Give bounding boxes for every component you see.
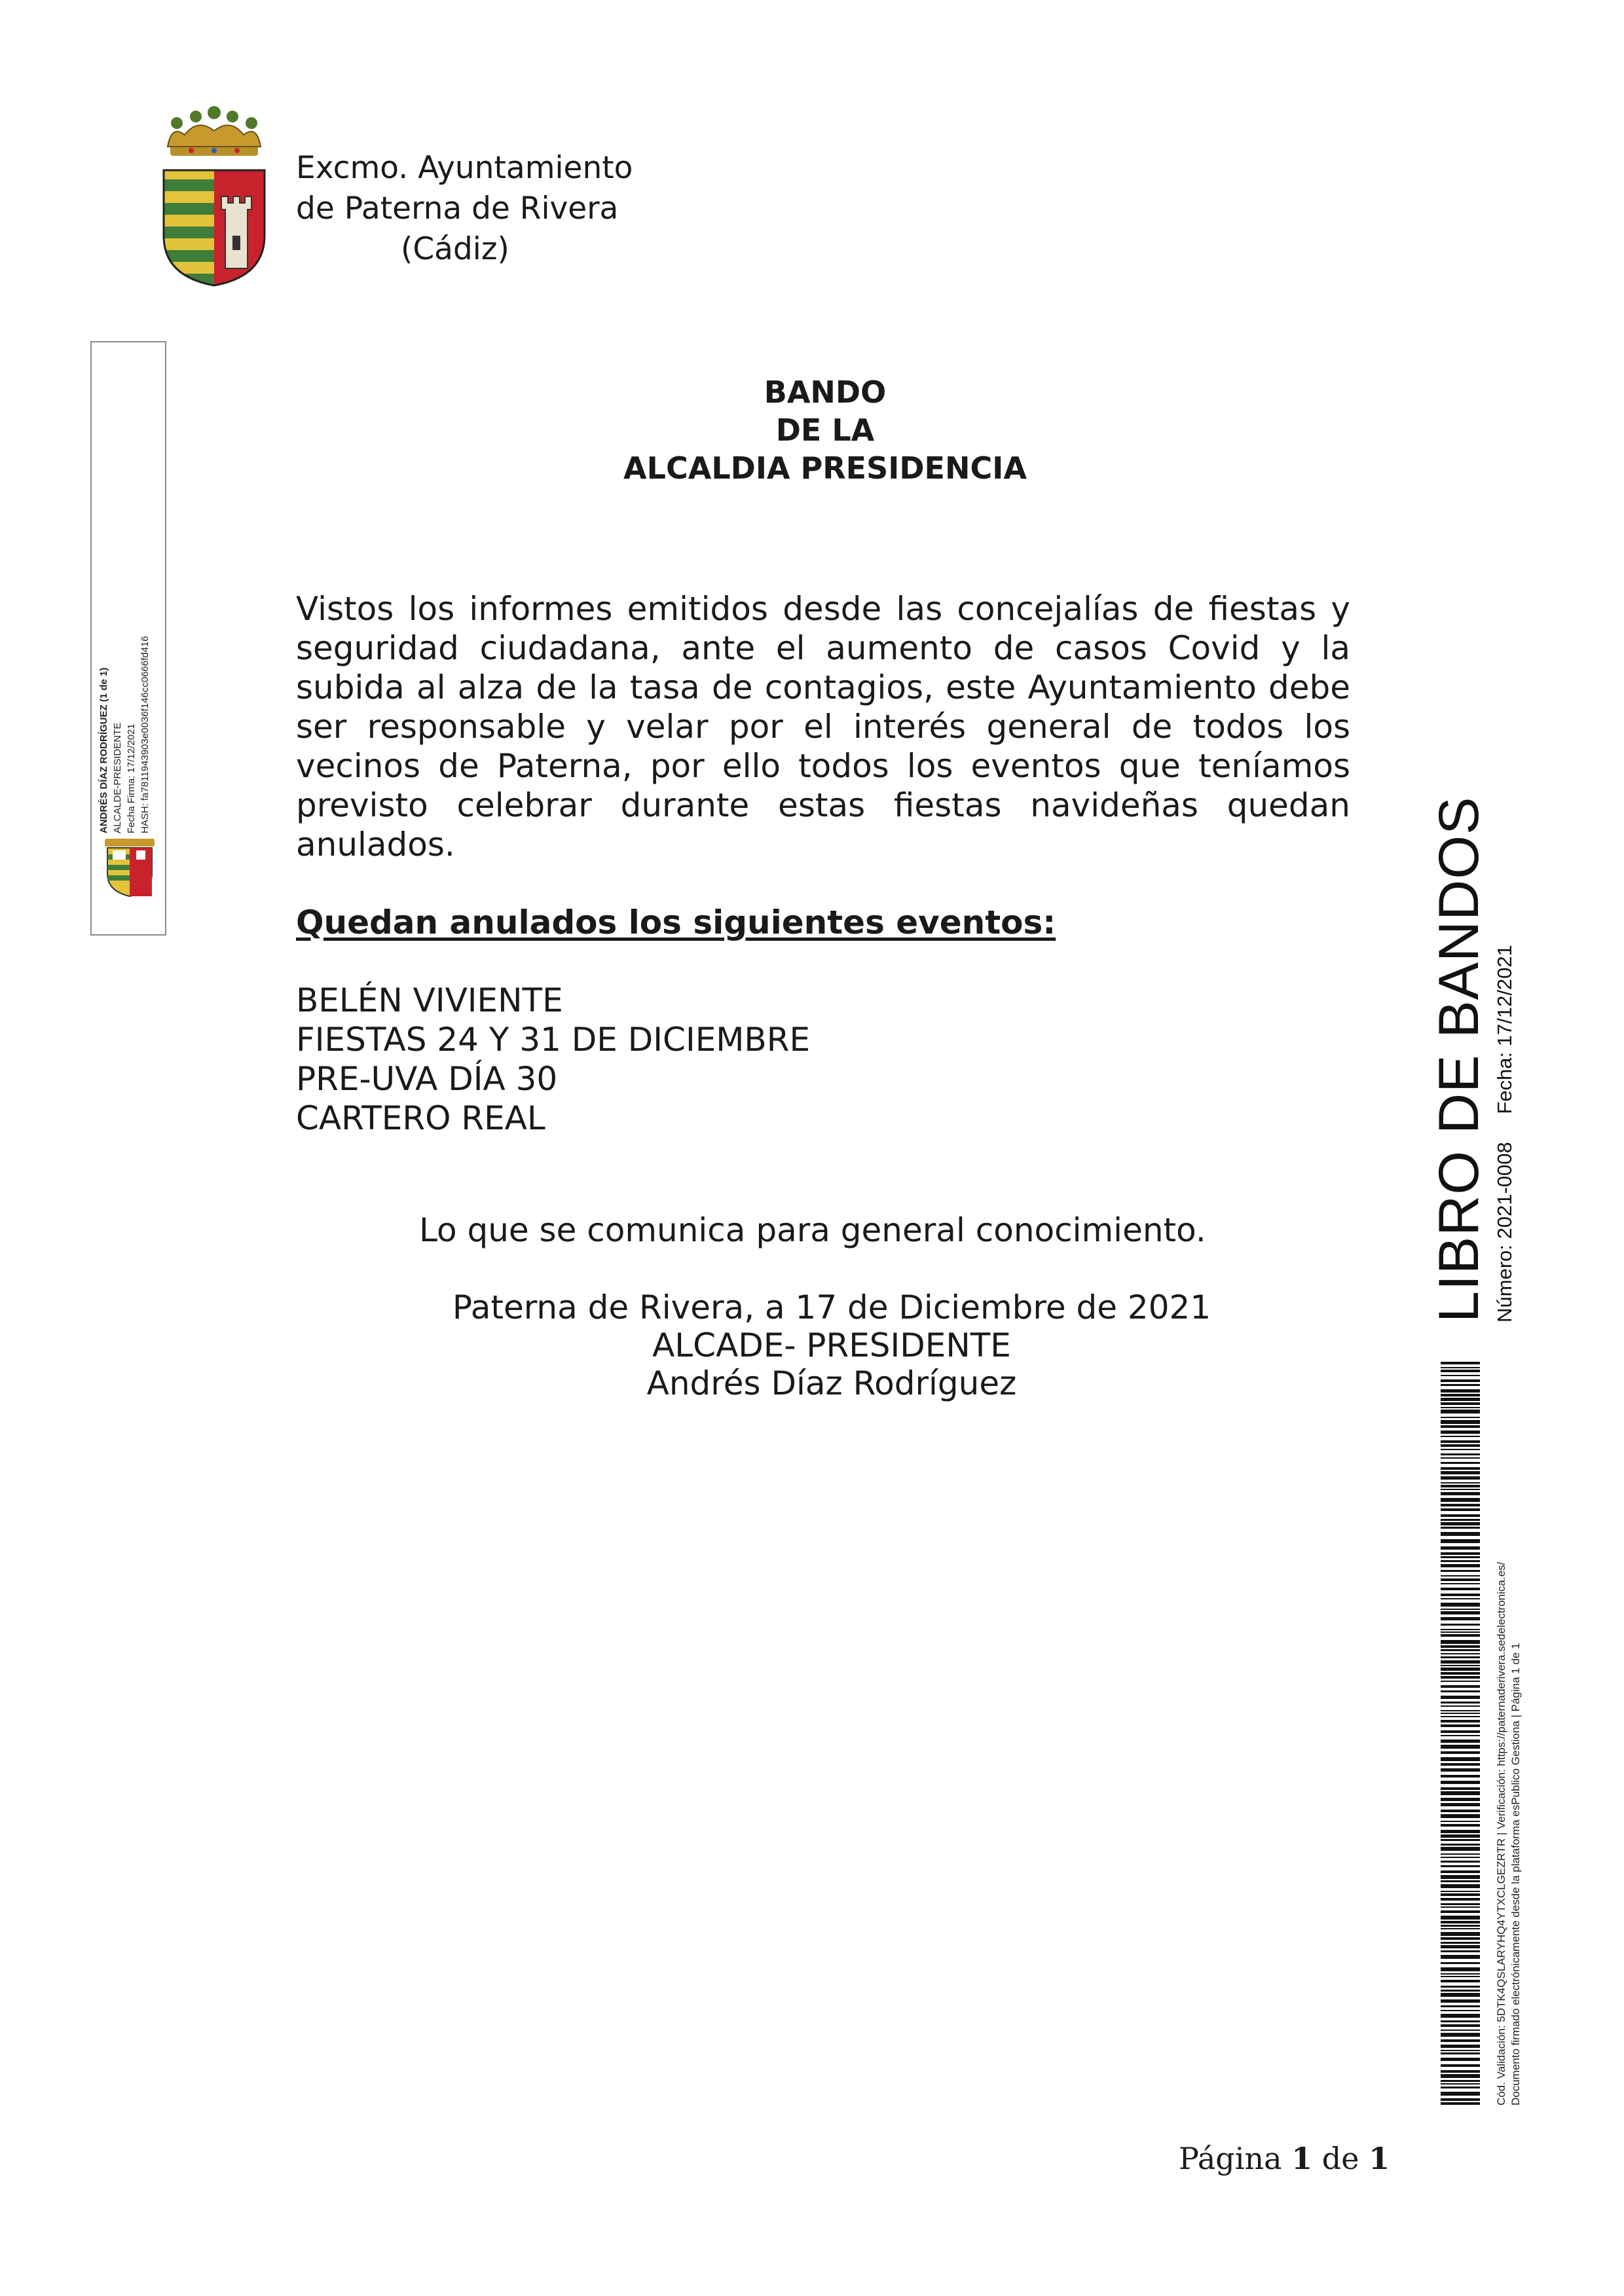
document-title	[576, 373, 1074, 487]
barcode-bar	[1441, 1514, 1480, 1517]
barcode-bar	[1441, 1560, 1480, 1562]
barcode-bar	[1441, 1976, 1480, 1977]
barcode-bar	[1441, 2080, 1480, 2082]
signature-panel	[90, 341, 166, 936]
barcode-bar	[1441, 1609, 1480, 1610]
barcode-bar	[1441, 1631, 1480, 1633]
signature-text	[97, 636, 152, 833]
barcode-bar	[1441, 1916, 1480, 1920]
barcode-bar	[1441, 1398, 1480, 1401]
barcode-bar	[1441, 1457, 1480, 1459]
barcode-bar	[1441, 1720, 1480, 1722]
barcode-bar	[1441, 1653, 1480, 1654]
barcode-bar	[1441, 2098, 1480, 2101]
barcode-bar	[1441, 1898, 1480, 1901]
barcode-bar	[1441, 2064, 1480, 2067]
barcode-bar	[1441, 1617, 1480, 1620]
barcode-bar	[1441, 2050, 1480, 2051]
barcode-bar	[1441, 1690, 1480, 1692]
org-line-1: Excmo. Ayuntamiento	[296, 150, 633, 186]
barcode-bar	[1441, 1803, 1480, 1806]
barcode-bar	[1441, 1367, 1480, 1368]
barcode-bar	[1441, 1425, 1480, 1428]
barcode-bar	[1441, 1910, 1480, 1913]
barcode-bar	[1441, 1685, 1480, 1688]
barcode-bar	[1441, 1847, 1480, 1851]
register-meta	[1493, 890, 1517, 1322]
barcode-bar	[1441, 2039, 1480, 2042]
barcode-bar	[1441, 1611, 1480, 1614]
signer-name: ANDRÉS DÍAZ RODRÍGUEZ (1 de 1)	[98, 667, 109, 833]
barcode-bar	[1441, 1665, 1480, 1666]
barcode-bar	[1441, 1724, 1480, 1727]
barcode-bar	[1441, 1710, 1480, 1711]
barcode-bar	[1441, 1768, 1480, 1772]
barcode-bar	[1441, 1921, 1480, 1923]
barcode-bar	[1441, 1973, 1480, 1975]
barcode-bar	[1441, 2083, 1480, 2085]
barcode-bar	[1441, 1489, 1480, 1490]
barcode-bar	[1441, 2010, 1480, 2011]
barcode-bar	[1441, 1676, 1480, 1679]
barcode-bar	[1441, 1407, 1480, 1408]
barcode-bar	[1441, 2033, 1480, 2037]
barcode-bar	[1441, 1791, 1480, 1795]
municipal-crest	[158, 105, 270, 288]
event-item: FIESTAS 24 Y 31 DE DICIEMBRE	[296, 1021, 811, 1059]
barcode-bar	[1441, 1945, 1480, 1948]
barcode-bar	[1441, 1740, 1480, 1743]
barcode-bar	[1441, 1375, 1480, 1376]
barcode-bar	[1441, 1440, 1480, 1443]
register-number: Número: 2021-0008	[1493, 1142, 1516, 1322]
barcode-bar	[1441, 1667, 1480, 1671]
signer-full-name: Andrés Díaz Rodríguez	[646, 1364, 1017, 1402]
barcode-bar	[1441, 1624, 1480, 1626]
barcode-bar	[1441, 1716, 1480, 1717]
barcode-bar	[1441, 1546, 1480, 1550]
barcode-bar	[1441, 1394, 1480, 1396]
barcode-bar	[1441, 1420, 1480, 1424]
barcode-bar	[1441, 1539, 1480, 1543]
org-line-3: (Cádiz)	[401, 231, 509, 267]
barcode-bar	[1441, 1519, 1480, 1521]
communique-line: Lo que se comunica para general conocimiento.	[419, 1211, 1206, 1249]
barcode-bar	[1441, 1583, 1480, 1584]
barcode-bar	[1441, 1713, 1480, 1714]
barcode-bar	[1441, 2014, 1480, 2018]
barcode-bar	[1441, 1578, 1480, 1581]
org-line-2: de Paterna de Rivera	[296, 191, 619, 227]
barcode-bar	[1441, 1564, 1480, 1567]
page-current: 1	[1291, 2141, 1313, 2176]
event-item: BELÉN VIVIENTE	[296, 981, 563, 1019]
barcode-bar	[1441, 1990, 1480, 1992]
barcode-bar	[1441, 1751, 1480, 1754]
barcode-bar	[1441, 1925, 1480, 1927]
barcode-bar	[1441, 1462, 1480, 1464]
barcode-bar	[1441, 1844, 1480, 1846]
barcode-bar	[1441, 1857, 1480, 1858]
barcode-bar	[1441, 1702, 1480, 1704]
barcode-bar	[1441, 1967, 1480, 1971]
barcode-bar	[1441, 1870, 1480, 1873]
barcode-bar	[1441, 1980, 1480, 1982]
barcode-bar	[1441, 1696, 1480, 1699]
barcode-bar	[1441, 1787, 1480, 1790]
page-word: Página	[1179, 2141, 1282, 2176]
barcode-bar	[1441, 1660, 1480, 1664]
barcode-bar	[1441, 1552, 1480, 1555]
barcode-bar	[1441, 1588, 1480, 1590]
barcode-bar	[1441, 1575, 1480, 1576]
title-line-3: ALCALDIA PRESIDENCIA	[623, 450, 1027, 486]
verification-text	[1494, 1562, 1523, 2105]
barcode-bar	[1441, 1853, 1480, 1855]
barcode-bar	[1441, 1798, 1480, 1801]
barcode-bar	[1441, 2058, 1480, 2061]
page-of: de	[1321, 2141, 1359, 2176]
barcode-bar	[1441, 1824, 1480, 1827]
organization-header	[296, 148, 633, 270]
events-list	[296, 981, 810, 1138]
barcode-bar	[1441, 1672, 1480, 1675]
title-line-1: BANDO	[764, 374, 887, 410]
events-heading: Quedan anulados los siguientes eventos:	[296, 903, 1056, 941]
barcode-bar	[1441, 1471, 1480, 1474]
barcode-bar	[1441, 1745, 1480, 1749]
barcode-bar	[1441, 1640, 1480, 1644]
barcode-bar	[1441, 1932, 1480, 1936]
barcode-bar	[1441, 1594, 1480, 1596]
barcode-bar	[1441, 1775, 1480, 1777]
barcode-bar	[1441, 1763, 1480, 1766]
barcode-bar	[1441, 1735, 1480, 1736]
signature-hash: HASH: fa7811943903e0036f146cc0666fd416	[139, 636, 151, 833]
barcode-bar	[1441, 2005, 1480, 2007]
barcode-bar	[1441, 1884, 1480, 1888]
barcode-bar	[1441, 1449, 1480, 1450]
register-book: LIBRO DE BANDOS	[1428, 796, 1490, 1322]
validation-barcode	[1441, 1362, 1480, 2108]
barcode-bar	[1441, 1937, 1480, 1940]
verification-line-2: Documento firmado electrónicamente desde la plataforma esPublico Gestiona | Página 1 de 1	[1509, 1643, 1522, 2105]
barcode-bar	[1441, 1861, 1480, 1863]
barcode-bar	[1441, 2092, 1480, 2096]
event-item: PRE-UVA DÍA 30	[296, 1060, 558, 1098]
barcode-bar	[1441, 1645, 1480, 1648]
barcode-bar	[1441, 1950, 1480, 1952]
signer-title: ALCADE- PRESIDENTE	[652, 1326, 1011, 1364]
barcode-bar	[1441, 1730, 1480, 1733]
barcode-bar	[1441, 1370, 1480, 1372]
barcode-bar	[1441, 1705, 1480, 1707]
barcode-bar	[1441, 1453, 1480, 1455]
barcode-bar	[1441, 2020, 1480, 2022]
barcode-bar	[1441, 1955, 1480, 1959]
barcode-bar	[1441, 2045, 1480, 2048]
barcode-bar	[1441, 1903, 1480, 1905]
barcode-bar	[1441, 2086, 1480, 2088]
barcode-bar	[1441, 1532, 1480, 1536]
barcode-bar	[1441, 1830, 1480, 1833]
barcode-bar	[1441, 1570, 1480, 1572]
register-stamp	[1428, 796, 1517, 1322]
barcode-bar	[1441, 1986, 1480, 1988]
register-date: Fecha: 17/12/2021	[1493, 945, 1516, 1114]
barcode-bar	[1441, 1436, 1480, 1437]
barcode-bar	[1441, 2030, 1480, 2031]
barcode-bar	[1441, 1634, 1480, 1637]
page-number	[1179, 2141, 1390, 2176]
barcode-bar	[1441, 1757, 1480, 1761]
barcode-bar	[1441, 1417, 1480, 1418]
barcode-bar	[1441, 1384, 1480, 1386]
barcode-bar	[1441, 1603, 1480, 1607]
barcode-bar	[1441, 1814, 1480, 1818]
barcode-bar	[1441, 1942, 1480, 1944]
barcode-bar	[1441, 1880, 1480, 1882]
barcode-bar	[1441, 1410, 1480, 1413]
barcode-bar	[1441, 2024, 1480, 2027]
page-total: 1	[1369, 2141, 1390, 2176]
place-date: Paterna de Rivera, a 17 de Diciembre de 2021	[452, 1288, 1211, 1326]
barcode-bar	[1441, 1839, 1480, 1841]
barcode-bar	[1441, 1476, 1480, 1480]
barcode-bar	[1441, 1893, 1480, 1896]
barcode-bar	[1441, 1508, 1480, 1511]
event-item: CARTERO REAL	[296, 1099, 545, 1137]
barcode-bar	[1441, 1598, 1480, 1599]
barcode-bar	[1441, 1865, 1480, 1867]
closing-block	[373, 1288, 1290, 1402]
body-paragraph: Vistos los informes emitidos desde las concejalías de fiestas y seguridad ciudadana, ante el aumento de casos Covid y la subida al alza de la tasa de contagios, este Ayuntamiento debe ser responsable y velar por el interés general de todos los vecinos de Paterna, por ello todos los eventos que teníamos previsto celebrar durante estas fiestas navideñas quedan anulados.	[296, 590, 1350, 864]
barcode-bar	[1441, 2102, 1480, 2105]
barcode-bar	[1441, 1362, 1480, 1364]
signature-logo	[98, 835, 161, 898]
verification-line-1: Cód. Validación: 5DTK4QSLARYHQ4YTXCLGEZRTR | Verificación: https://paternaderivera.sedelectronica.es/	[1495, 1561, 1507, 2105]
barcode-bar	[1441, 1781, 1480, 1784]
barcode-bar	[1441, 1891, 1480, 1892]
barcode-bar	[1441, 1629, 1480, 1630]
barcode-bar	[1441, 1482, 1480, 1484]
small-crest-icon	[98, 835, 161, 898]
barcode-icon	[1441, 1362, 1480, 2108]
barcode-bar	[1441, 1556, 1480, 1558]
barcode-bar	[1441, 1402, 1480, 1405]
barcode-bar	[1441, 1875, 1480, 1879]
barcode-bar	[1441, 1522, 1480, 1525]
title-line-2: DE LA	[775, 412, 875, 448]
barcode-bar	[1441, 2070, 1480, 2073]
barcode-bar	[1441, 2052, 1480, 2054]
barcode-bar	[1441, 1810, 1480, 1812]
barcode-bar	[1441, 1527, 1480, 1529]
barcode-bar	[1441, 1467, 1480, 1470]
barcode-bar	[1441, 1962, 1480, 1964]
barcode-bar	[1441, 1379, 1480, 1382]
barcode-bar	[1441, 1999, 1480, 2003]
barcode-bar	[1441, 1821, 1480, 1822]
barcode-bar	[1441, 1656, 1480, 1658]
barcode-bar	[1441, 1928, 1480, 1929]
barcode-bar	[1441, 1498, 1480, 1502]
barcode-bar	[1441, 1430, 1480, 1434]
barcode-bar	[1441, 2074, 1480, 2078]
barcode-bar	[1441, 1444, 1480, 1447]
barcode-bar	[1441, 1492, 1480, 1495]
crest-icon	[158, 105, 270, 288]
barcode-bar	[1441, 1834, 1480, 1838]
barcode-bar	[1441, 1906, 1480, 1908]
barcode-bar	[1441, 1389, 1480, 1393]
signer-role: ALCALDE-PRESIDENTE	[112, 722, 123, 833]
barcode-bar	[1441, 1993, 1480, 1997]
barcode-bar	[1441, 1649, 1480, 1651]
signature-date: Fecha Firma: 17/12/2021	[126, 723, 137, 833]
barcode-bar	[1441, 1504, 1480, 1506]
barcode-bar	[1441, 1681, 1480, 1682]
barcode-bar	[1441, 1485, 1480, 1487]
